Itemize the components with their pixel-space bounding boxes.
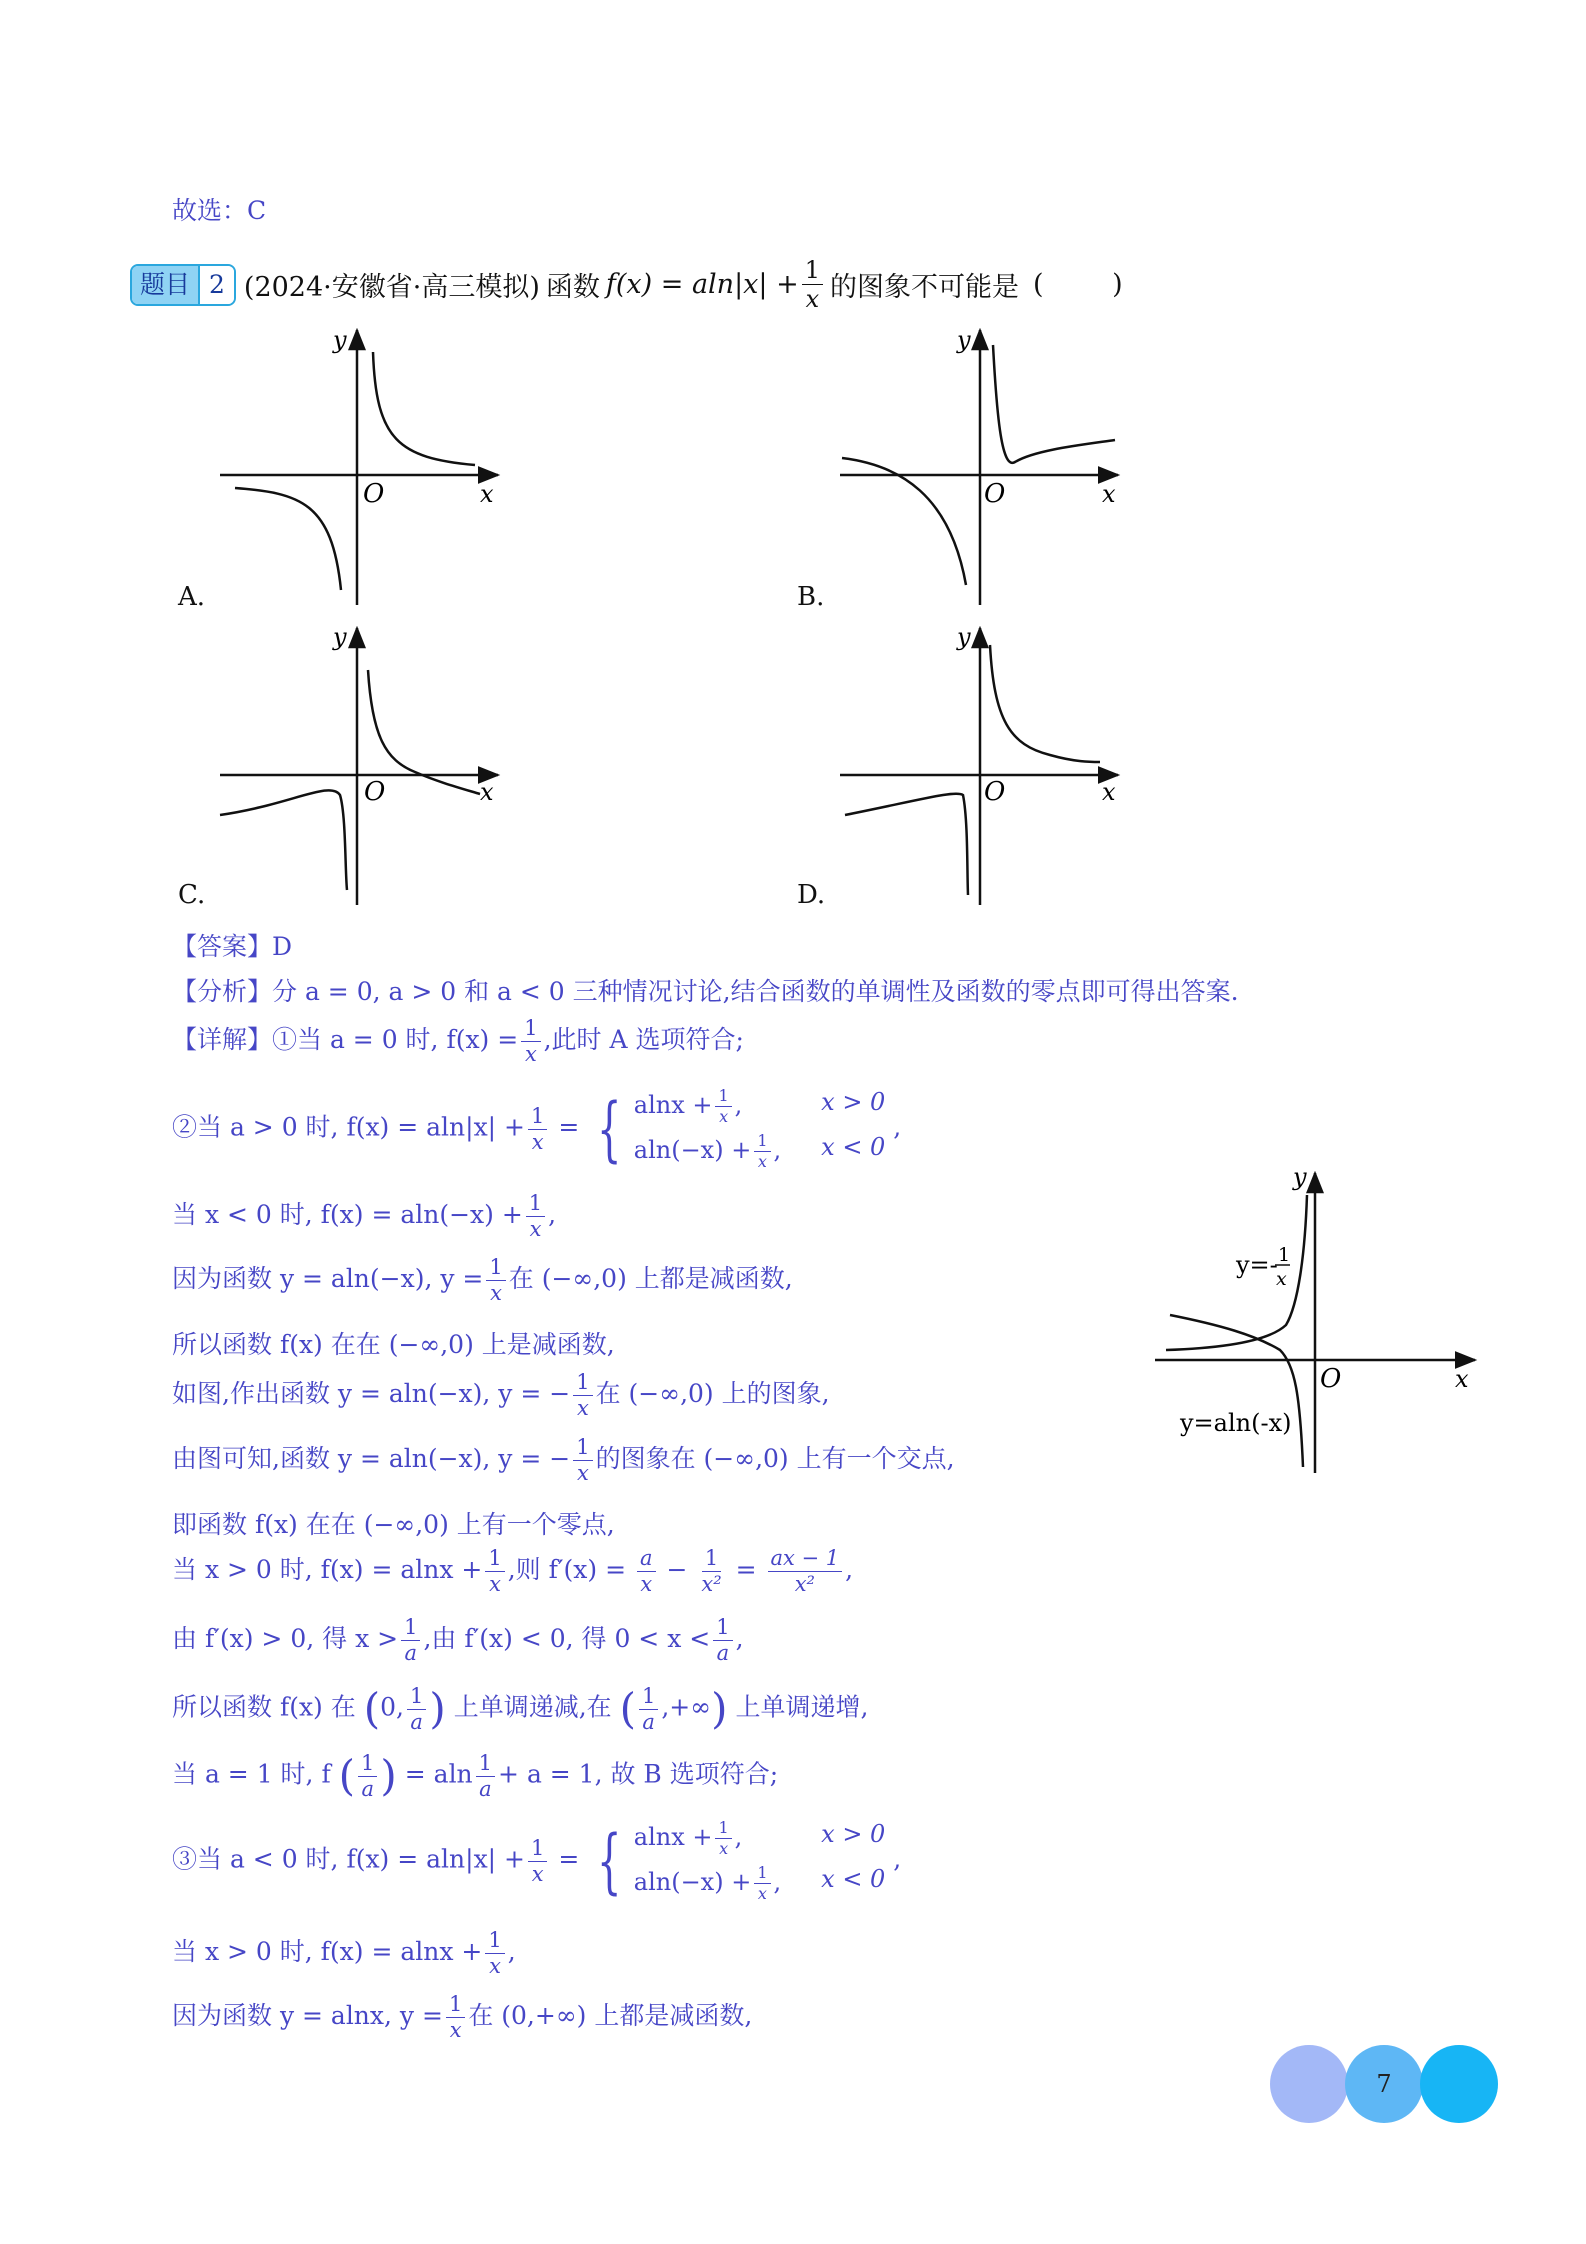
header-line: 故选：C [172, 196, 267, 225]
graph-b-y-label: y [957, 326, 971, 354]
solution-step-13: ③当 a < 0 时, f(x) = aln|x| + $\frac{1}{x}$ = { alnx + $\frac{1}{x}$ , x > 0 aln(−x) + $\frac{1}{x}$ , x < 0 , [172, 1818, 902, 1903]
graph-d-origin-label: O [984, 777, 1006, 807]
solution-step-3: 当 x < 0 时, f(x) = aln(−x) + $\frac{1}{x}$ , [172, 1191, 557, 1241]
solution-step-1: 【详解】①当 a = 0 时, f(x) = $\frac{1}{x}$ ,此时 A 选项符合; [172, 1016, 744, 1066]
page-badge-left [1270, 2045, 1348, 2123]
side-graph-label-2: y=aln(-x) [1180, 1409, 1292, 1437]
solution-step-11: 所以函数 f(x) 在 (0, $\frac{1}{a}$ ) 上单调递减,在 ( $\frac{1}{a}$ ,+∞) 上单调递增, [172, 1683, 869, 1734]
piecewise-cases-2: { alnx + $\frac{1}{x}$ , x > 0 aln(−x) + $\frac{1}{x}$ , x < 0 [597, 1818, 886, 1903]
graph-d [840, 623, 1118, 905]
option-graphs [0, 0, 1586, 920]
question-prefix: 函数 [545, 272, 600, 303]
answer-paren: ( ) [1032, 269, 1123, 300]
graph-a-curve-right [373, 352, 475, 465]
graph-c-curve-left [220, 790, 347, 890]
graph-c-x-label: x [480, 778, 494, 806]
option-d-label: D. [797, 880, 826, 910]
solution-step-15: 因为函数 y = alnx, y = $\frac{1}{x}$ 在 (0,+∞) 上都是减函数, [172, 1992, 753, 2042]
side-graph-origin-label: O [1320, 1364, 1342, 1394]
graph-c [220, 623, 498, 905]
graph-b-origin-label: O [984, 479, 1006, 509]
side-graph-x-label: x [1455, 1365, 1469, 1393]
side-graph-curve-aln [1170, 1315, 1303, 1467]
option-a-label: A. [178, 582, 206, 612]
question-tag-label: 题目 [132, 266, 198, 304]
graph-d-y-label: y [957, 623, 971, 651]
question-tag-number: 2 [198, 266, 234, 304]
graph-d-x-label: x [1102, 778, 1116, 806]
graph-a-y-label: y [333, 326, 347, 354]
graph-a-curve-left [235, 488, 341, 590]
side-graph [1150, 1155, 1490, 1475]
option-b-label: B. [797, 582, 825, 612]
solution-step-9: 当 x > 0 时, f(x) = alnx + $\frac{1}{x}$ ,则 f′(x) = $\frac{a}{x}$ − $\frac{1}{\text{x²}}$ = $\frac{ax - 1}{\text{x²}}$ , [172, 1546, 854, 1596]
side-graph-y-label: y [1293, 1163, 1307, 1191]
graph-b-curve-left [842, 458, 966, 585]
solution-step-7: 由图可知,函数 y = aln(−x), y = − $\frac{1}{x}$ 的图象在 (−∞,0) 上有一个交点, [172, 1435, 955, 1485]
solution-step-2: ②当 a > 0 时, f(x) = aln|x| + $\frac{1}{x}$ = { alnx + $\frac{1}{x}$ , x > 0 aln(−x) + $\frac{1}{x}$ , x < 0 , [172, 1086, 902, 1171]
graph-d-curve-right [990, 645, 1100, 762]
page-number: 7 [1376, 2070, 1392, 2098]
graph-a-x-label: x [480, 480, 494, 508]
analysis-line: 【分析】分 a = 0, a > 0 和 a < 0 三种情况讨论,结合函数的单调性及函数的零点即可得出答案. [172, 977, 1239, 1006]
option-c-label: C. [178, 880, 206, 910]
graph-c-y-label: y [333, 623, 347, 651]
graph-c-origin-label: O [364, 777, 386, 807]
question-source: (2024·安徽省·高三模拟) [243, 272, 540, 303]
question-func: f(x) = aln|x| + [605, 269, 799, 300]
graph-a-origin-label: O [363, 479, 385, 509]
graph-b [840, 326, 1118, 605]
page-badge-right [1420, 2045, 1498, 2123]
solution-step-8: 即函数 f(x) 在在 (−∞,0) 上有一个零点, [172, 1510, 615, 1539]
solution-step-14: 当 x > 0 时, f(x) = alnx + $\frac{1}{x}$ , [172, 1928, 516, 1978]
graph-b-x-label: x [1102, 480, 1116, 508]
question-fraction: $\frac{1}{x}$ [802, 258, 823, 311]
graph-d-curve-left [845, 794, 968, 895]
solution-step-10: 由 f′(x) > 0, 得 x > $\frac{1}{a}$ ,由 f′(x) < 0, 得 0 < x < $\frac{1}{a}$ , [172, 1615, 744, 1665]
question-suffix: 的图象不可能是 [829, 272, 1019, 303]
side-graph-label-1-den: x [1276, 1268, 1287, 1290]
graph-a [220, 326, 498, 605]
solution-step-4: 因为函数 y = aln(−x), y = $\frac{1}{x}$ 在 (−∞,0) 上都是减函数, [172, 1255, 793, 1305]
piecewise-cases-1: { alnx + $\frac{1}{x}$ , x > 0 aln(−x) + $\frac{1}{x}$ , x < 0 [597, 1086, 886, 1171]
solution-step-6: 如图,作出函数 y = aln(−x), y = − $\frac{1}{x}$ 在 (−∞,0) 上的图象, [172, 1370, 830, 1420]
solution-step-5: 所以函数 f(x) 在在 (−∞,0) 上是减函数, [172, 1330, 615, 1359]
graph-b-curve-right [993, 345, 1115, 463]
solution-step-12: 当 a = 1 时, f ( $\frac{1}{a}$ ) = aln $\frac{1}{a}$ + a = 1, 故 B 选项符合; [172, 1750, 779, 1801]
side-graph-label-1: y=- [1236, 1251, 1278, 1279]
answer-line: 【答案】D [172, 932, 293, 961]
side-graph-label-1-num: 1 [1278, 1244, 1291, 1266]
